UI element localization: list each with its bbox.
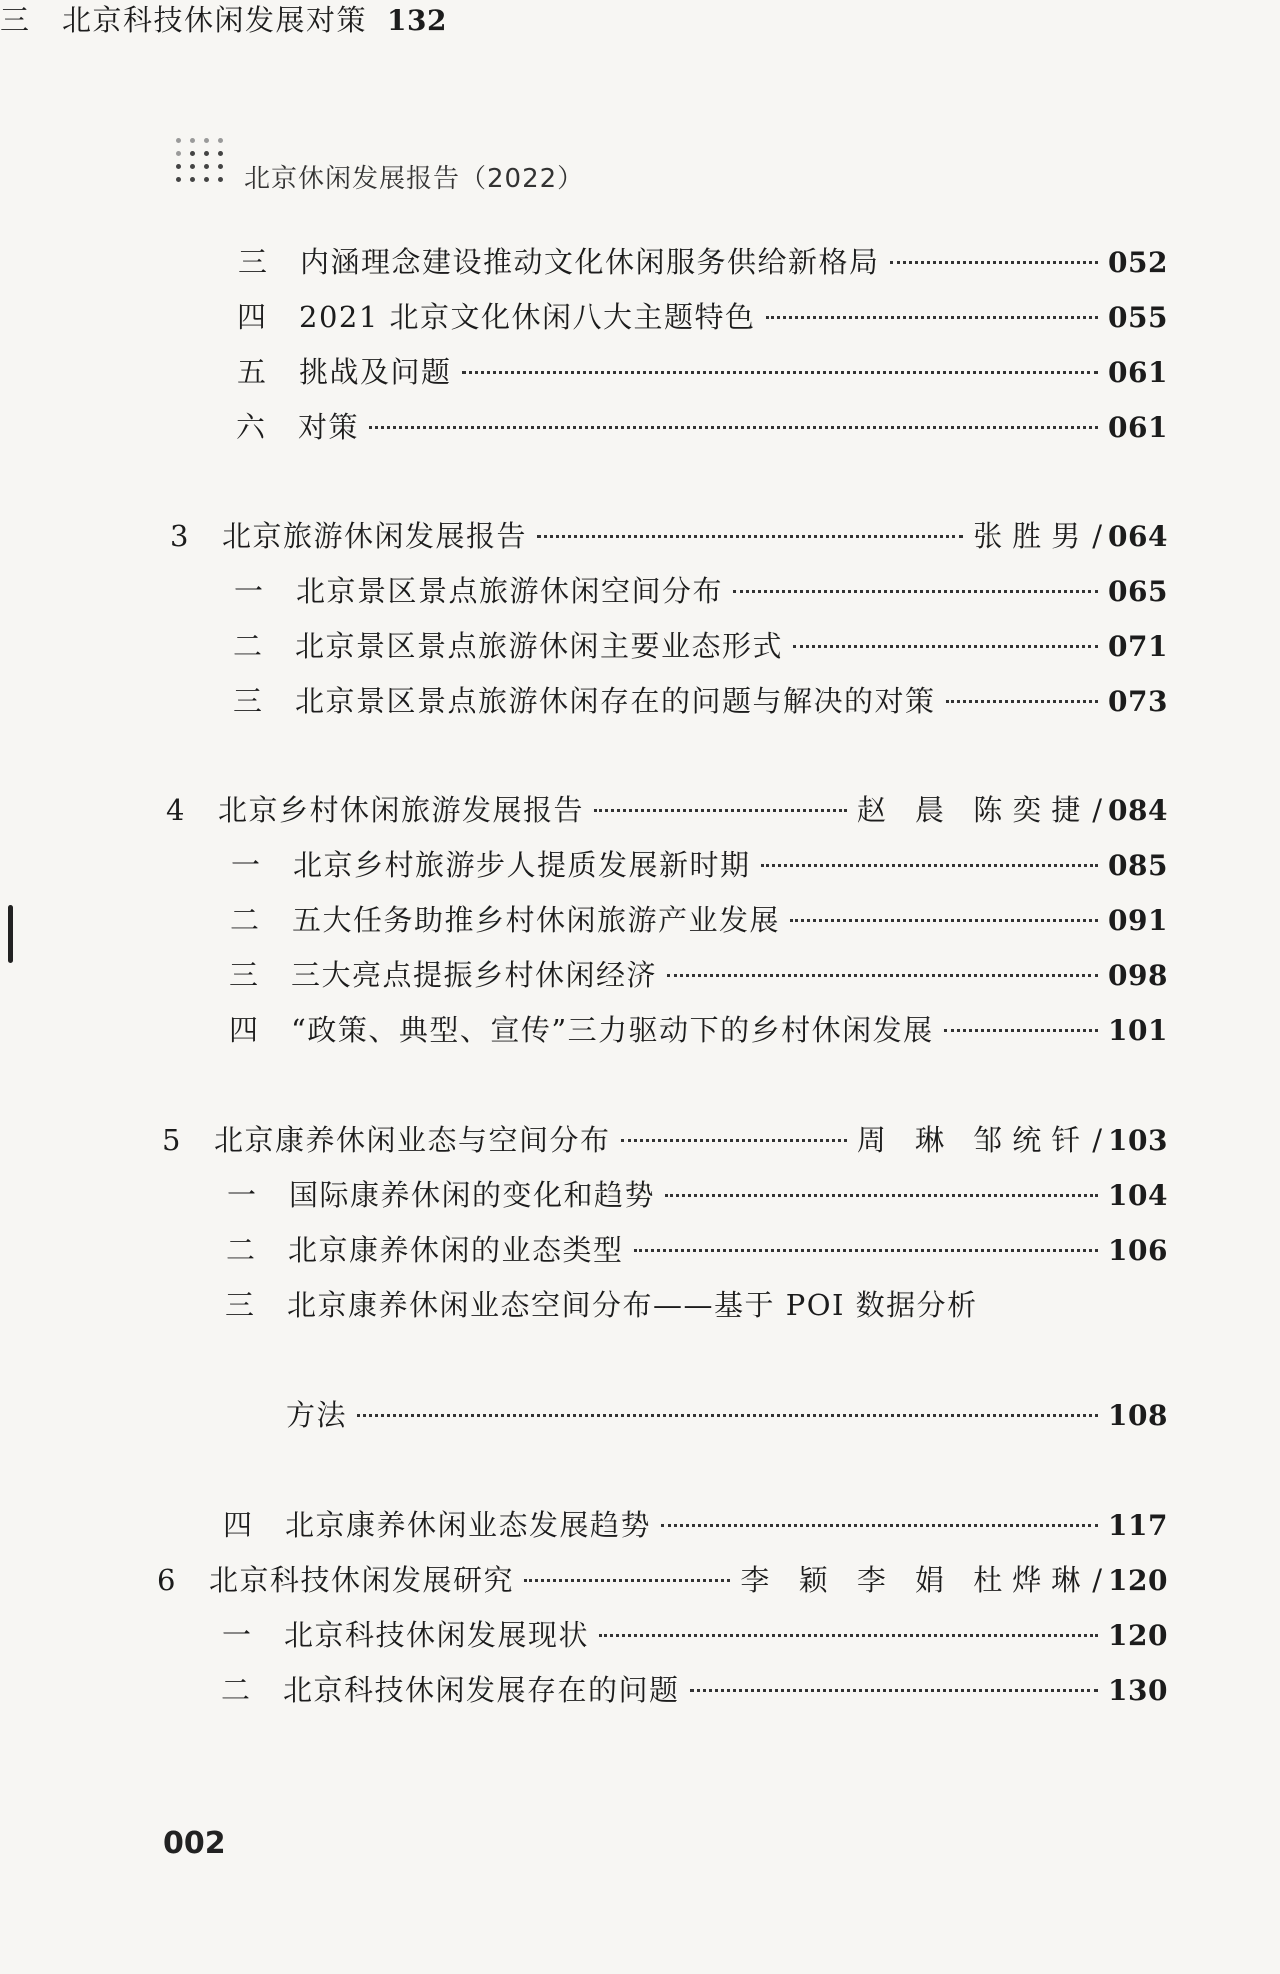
toc-chapter-entry[interactable] — [166, 790, 1168, 831]
dot-leader — [357, 1413, 1098, 1417]
running-header-title: 北京休闲发展报告（2022） — [244, 164, 585, 194]
chapter-title: 北京科技休闲发展研究 — [209, 1563, 515, 1597]
toc-page-number: 061 — [1108, 356, 1168, 389]
toc-page-number: 061 — [1108, 411, 1168, 444]
author-page-separator: / — [1092, 519, 1103, 553]
dot-leader — [537, 534, 963, 538]
chapter-author: 赵 晨 陈奕捷 — [856, 793, 1091, 827]
section-number: 一 — [227, 1178, 257, 1212]
dot-leader — [667, 973, 1098, 977]
header-dot-ornament — [176, 138, 232, 190]
toc-page-number: 106 — [1108, 1234, 1168, 1267]
toc-page-number: 104 — [1108, 1179, 1168, 1212]
toc-section-entry[interactable] — [233, 626, 1168, 667]
section-title: 北京科技休闲发展现状 — [284, 1618, 590, 1652]
chapter-number: 3 — [170, 519, 189, 553]
toc-page-number: 085 — [1108, 849, 1168, 882]
section-number: 三 — [229, 958, 259, 992]
chapter-title: 北京康养休闲业态与空间分布 — [214, 1123, 611, 1157]
dot-leader — [946, 699, 1099, 703]
dot-leader — [761, 863, 1099, 867]
toc-page-number: 130 — [1108, 1674, 1168, 1707]
toc-page-number: 073 — [1108, 685, 1168, 718]
chapter-title: 北京旅游休闲发展报告 — [222, 519, 528, 553]
toc-page-number: 064 — [1108, 520, 1168, 553]
toc-chapter-entry[interactable] — [170, 516, 1168, 557]
toc-page-number: 065 — [1108, 575, 1168, 608]
section-number: 三 — [0, 3, 30, 37]
toc-section-entry[interactable] — [221, 1670, 1168, 1711]
toc-page-number: 108 — [1108, 1399, 1168, 1432]
toc-page-number: 084 — [1108, 794, 1168, 827]
section-number: 一 — [231, 848, 261, 882]
toc-page-number: 101 — [1108, 1014, 1168, 1047]
toc-section-entry[interactable] — [234, 571, 1168, 612]
section-number: 三 — [238, 245, 268, 279]
toc-page-number: 091 — [1108, 904, 1168, 937]
toc-page-number: 098 — [1108, 959, 1168, 992]
toc-section-entry[interactable] — [236, 407, 1168, 448]
section-title: 北京乡村旅游步人提质发展新时期 — [293, 848, 751, 882]
section-title: 北京康养休闲业态空间分布——基于 POI 数据分析 — [287, 1288, 978, 1322]
section-title: 国际康养休闲的变化和趋势 — [289, 1178, 656, 1212]
chapter-number: 5 — [162, 1123, 181, 1157]
dot-leader — [665, 1193, 1098, 1197]
toc-page-number: 120 — [1108, 1564, 1168, 1597]
section-title: 北京科技休闲发展对策 — [62, 3, 368, 37]
author-page-separator: / — [1092, 793, 1103, 827]
section-number: 四 — [237, 300, 267, 334]
chapter-author: 张胜男 — [973, 519, 1091, 553]
toc-section-entry[interactable] — [237, 352, 1168, 393]
section-title: “政策、典型、宣传”三力驱动下的乡村休闲发展 — [291, 1013, 934, 1047]
chapter-number: 6 — [157, 1563, 176, 1597]
dot-leader — [369, 425, 1098, 429]
dot-leader — [790, 918, 1098, 922]
toc-page-number: 052 — [1108, 246, 1168, 279]
section-title: 北京景区景点旅游休闲存在的问题与解决的对策 — [295, 684, 936, 718]
toc-section-continuation[interactable] — [286, 1395, 1168, 1436]
section-title: 五大任务助推乡村休闲旅游产业发展 — [292, 903, 781, 937]
section-title: 北京景区景点旅游休闲主要业态形式 — [295, 629, 784, 663]
section-title: 对策 — [298, 410, 360, 444]
section-title-continuation: 方法 — [286, 1398, 348, 1432]
toc-section-entry[interactable] — [230, 900, 1168, 941]
dot-leader — [621, 1138, 847, 1142]
author-page-separator: / — [1092, 1563, 1103, 1597]
dot-leader — [594, 808, 847, 812]
dot-leader — [944, 1028, 1098, 1032]
dot-leader — [733, 589, 1098, 593]
section-number: 二 — [221, 1673, 251, 1707]
section-title: 2021 北京文化休闲八大主题特色 — [299, 300, 756, 334]
toc-section-entry[interactable] — [222, 1615, 1168, 1656]
section-title: 北京康养休闲的业态类型 — [288, 1233, 624, 1267]
toc-section-entry[interactable] — [225, 1285, 1168, 1325]
section-title: 北京康养休闲业态发展趋势 — [285, 1508, 652, 1542]
chapter-author: 李 颖 李 娟 杜烨琳 — [740, 1563, 1091, 1597]
page-number: 002 — [163, 1826, 226, 1861]
section-number: 四 — [229, 1013, 259, 1047]
section-title: 挑战及问题 — [299, 355, 452, 389]
section-number: 二 — [233, 629, 263, 663]
section-number: 四 — [223, 1508, 253, 1542]
toc-page-number: 132 — [387, 4, 447, 37]
toc-section-entry[interactable] — [0, 0, 447, 41]
section-title: 三大亮点提振乡村休闲经济 — [291, 958, 658, 992]
section-title: 北京景区景点旅游休闲空间分布 — [296, 574, 724, 608]
toc-section-entry[interactable] — [231, 845, 1168, 886]
toc-section-entry[interactable] — [226, 1230, 1168, 1271]
section-title: 内涵理念建设推动文化休闲服务供给新格局 — [300, 245, 880, 279]
toc-chapter-entry[interactable] — [162, 1120, 1168, 1161]
toc-page-number: 120 — [1108, 1619, 1168, 1652]
section-number: 一 — [234, 574, 264, 608]
section-number: 三 — [225, 1288, 255, 1322]
toc-page-number: 117 — [1108, 1509, 1168, 1542]
toc-section-entry[interactable] — [227, 1175, 1168, 1216]
section-number: 二 — [226, 1233, 256, 1267]
dot-leader — [890, 260, 1099, 264]
dot-leader — [766, 315, 1099, 319]
section-number: 六 — [236, 410, 266, 444]
section-number: 一 — [222, 1618, 252, 1652]
toc-section-entry[interactable] — [223, 1505, 1168, 1546]
chapter-author: 周 琳 邹统钎 — [856, 1123, 1091, 1157]
toc-section-entry[interactable] — [229, 1010, 1168, 1051]
toc-page-number: 103 — [1108, 1124, 1168, 1157]
toc-section-entry[interactable] — [233, 681, 1168, 722]
author-page-separator: / — [1092, 1123, 1103, 1157]
chapter-number: 4 — [166, 793, 185, 827]
dot-leader — [634, 1248, 1099, 1252]
dot-leader — [462, 370, 1099, 374]
section-title: 北京科技休闲发展存在的问题 — [283, 1673, 680, 1707]
toc-section-entry[interactable] — [237, 297, 1168, 338]
binding-shadow — [8, 905, 13, 963]
toc-section-entry[interactable] — [238, 242, 1168, 283]
section-number: 二 — [230, 903, 260, 937]
chapter-title: 北京乡村休闲旅游发展报告 — [218, 793, 585, 827]
dot-leader — [599, 1633, 1098, 1637]
dot-leader — [661, 1523, 1098, 1527]
section-number: 五 — [237, 355, 267, 389]
dot-leader — [690, 1688, 1099, 1692]
dot-leader — [793, 644, 1098, 648]
toc-chapter-entry[interactable] — [157, 1560, 1168, 1601]
section-number: 三 — [233, 684, 263, 718]
dot-leader — [524, 1578, 730, 1582]
toc-page-number: 071 — [1108, 630, 1168, 663]
toc-section-entry[interactable] — [229, 955, 1168, 996]
toc-page-number: 055 — [1108, 301, 1168, 334]
